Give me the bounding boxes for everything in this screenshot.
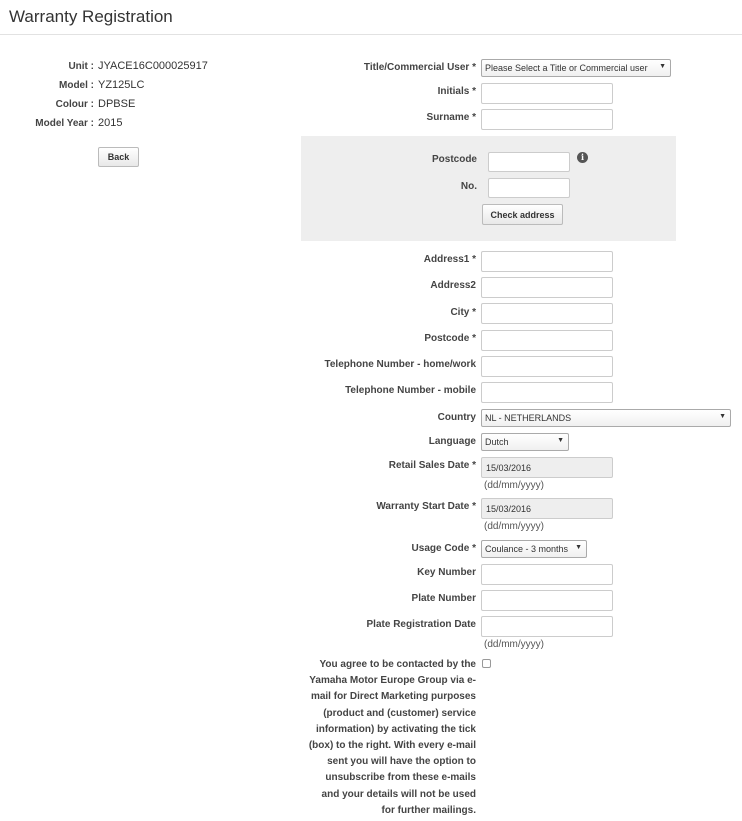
language-label: Language xyxy=(428,436,476,447)
lookup-number-field[interactable] xyxy=(488,178,570,198)
marketing-consent-text: You agree to be contacted by the Yamaha Motor Europe Group via e-mail for Direct Marketing purposes (product and (customer) service information) by activating the tick (box) to the right. With every e-mail sent you will have the option to unsubscribe from these e-mails and your details will not be used for further mailings. xyxy=(308,659,476,816)
key-number-label: Key Number xyxy=(417,567,476,578)
lookup-postcode-field[interactable] xyxy=(488,152,570,172)
country-select[interactable] xyxy=(481,409,731,427)
colour-label: Colour : xyxy=(55,99,94,110)
chevron-down-icon: ▼ xyxy=(719,413,726,420)
warranty-date-field[interactable]: 15/03/2016 xyxy=(481,498,613,519)
page-title: Warranty Registration xyxy=(9,7,173,26)
plate-date-hint: (dd/mm/yyyy) xyxy=(484,639,544,650)
model-year-value: 2015 xyxy=(98,117,123,129)
page-header xyxy=(0,0,742,35)
unit-value: JYACE16C000025917 xyxy=(98,60,208,72)
surname-label: Surname * xyxy=(426,112,476,123)
language-select-value: Dutch xyxy=(485,437,509,447)
postcode-field[interactable] xyxy=(481,330,613,351)
model-label: Model : xyxy=(59,80,94,91)
address1-field[interactable] xyxy=(481,251,613,272)
lookup-number-label: No. xyxy=(460,181,477,192)
back-button[interactable]: Back xyxy=(98,147,139,167)
city-field[interactable] xyxy=(481,303,613,324)
initials-label: Initials * xyxy=(437,86,476,97)
country-select-value: NL - NETHERLANDS xyxy=(485,413,572,423)
model-value: YZ125LC xyxy=(98,79,145,91)
city-label: City * xyxy=(450,307,476,318)
lookup-postcode-label: Postcode xyxy=(431,154,477,165)
surname-field[interactable] xyxy=(481,109,613,130)
postcode-label: Postcode * xyxy=(424,333,476,344)
retail-date-hint: (dd/mm/yyyy) xyxy=(484,480,544,491)
phone-mobile-field[interactable] xyxy=(481,382,613,403)
plate-date-label: Plate Registration Date xyxy=(366,619,476,630)
key-number-field[interactable] xyxy=(481,564,613,585)
phone-home-label: Telephone Number - home/work xyxy=(324,359,476,370)
marketing-consent-checkbox[interactable] xyxy=(482,659,491,668)
address2-field[interactable] xyxy=(481,277,613,298)
plate-number-label: Plate Number xyxy=(411,593,476,604)
check-address-button[interactable]: Check address xyxy=(482,204,563,225)
usage-code-value: Coulance - 3 months xyxy=(485,544,569,554)
usage-code-label: Usage Code * xyxy=(411,543,476,554)
warranty-date-hint: (dd/mm/yyyy) xyxy=(484,521,544,532)
phone-mobile-label: Telephone Number - mobile xyxy=(345,385,476,396)
retail-date-label: Retail Sales Date * xyxy=(388,460,476,471)
language-select[interactable] xyxy=(481,433,569,451)
unit-label: Unit : xyxy=(68,61,94,72)
title-label: Title/Commercial User * xyxy=(363,62,476,73)
plate-number-field[interactable] xyxy=(481,590,613,611)
chevron-down-icon: ▼ xyxy=(659,63,666,70)
plate-date-field[interactable] xyxy=(481,616,613,637)
initials-field[interactable] xyxy=(481,83,613,104)
phone-home-field[interactable] xyxy=(481,356,613,377)
info-icon[interactable]: i xyxy=(577,152,588,163)
address2-label: Address2 xyxy=(430,280,476,291)
retail-date-field[interactable]: 15/03/2016 xyxy=(481,457,613,478)
warranty-date-label: Warranty Start Date * xyxy=(376,501,476,512)
country-label: Country xyxy=(437,412,476,423)
colour-value: DPBSE xyxy=(98,98,136,110)
chevron-down-icon: ▼ xyxy=(557,437,564,444)
usage-code-select[interactable] xyxy=(481,540,587,558)
address1-label: Address1 * xyxy=(423,254,476,265)
model-year-label: Model Year : xyxy=(35,118,94,129)
title-select[interactable] xyxy=(481,59,671,77)
chevron-down-icon: ▼ xyxy=(575,544,582,551)
title-select-value: Please Select a Title or Commercial user xyxy=(485,63,648,73)
